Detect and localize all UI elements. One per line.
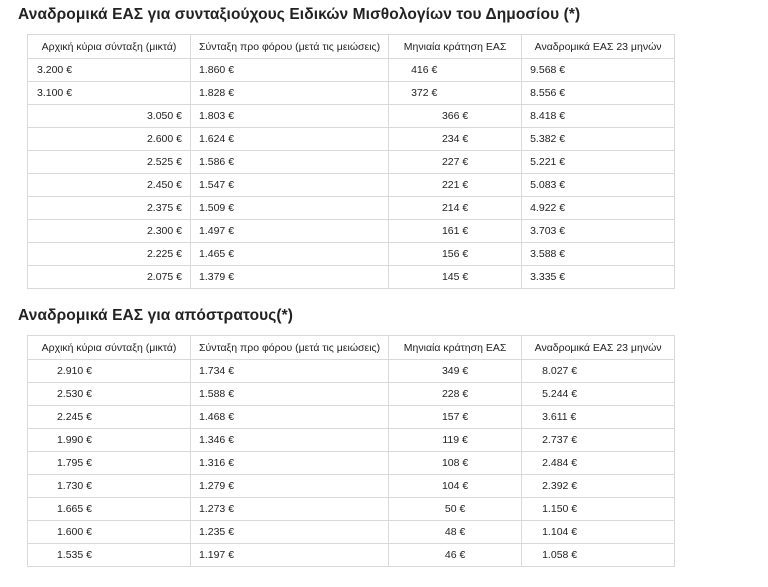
table-row (28, 82, 675, 105)
cell-initial-pension: 1.535 € (28, 544, 191, 567)
cell-retroactive: 5.382 € (522, 128, 675, 151)
cell-monthly-deduction: 48 € (389, 521, 522, 544)
cell-monthly-deduction: 145 € (389, 266, 522, 289)
table-special-salaries (27, 34, 675, 289)
cell-retroactive: 8.556 € (522, 82, 675, 105)
table-row (28, 174, 675, 197)
table-retired-officers (27, 335, 675, 567)
table-body (28, 360, 675, 567)
cell-monthly-deduction: 227 € (389, 151, 522, 174)
cell-initial-pension: 2.225 € (28, 243, 191, 266)
cell-pretax-pension: 1.316 € (191, 452, 389, 475)
cell-pretax-pension: 1.624 € (191, 128, 389, 151)
cell-monthly-deduction: 416 € (389, 59, 522, 82)
cell-retroactive: 3.611 € (522, 406, 675, 429)
cell-initial-pension: 1.795 € (28, 452, 191, 475)
table-row (28, 383, 675, 406)
cell-initial-pension: 3.200 € (28, 59, 191, 82)
cell-initial-pension: 2.530 € (28, 383, 191, 406)
cell-pretax-pension: 1.465 € (191, 243, 389, 266)
cell-retroactive: 3.588 € (522, 243, 675, 266)
column-header-monthly-deduction: Μηνιαία κράτηση ΕΑΣ (389, 336, 522, 360)
cell-pretax-pension: 1.860 € (191, 59, 389, 82)
table-row (28, 151, 675, 174)
cell-retroactive: 5.244 € (522, 383, 675, 406)
cell-monthly-deduction: 234 € (389, 128, 522, 151)
cell-monthly-deduction: 119 € (389, 429, 522, 452)
cell-initial-pension: 1.730 € (28, 475, 191, 498)
cell-monthly-deduction: 214 € (389, 197, 522, 220)
table-row (28, 544, 675, 567)
table-row (28, 521, 675, 544)
column-header-retroactive-23-months: Αναδρομικά ΕΑΣ 23 μηνών (522, 336, 675, 360)
cell-initial-pension: 1.990 € (28, 429, 191, 452)
cell-initial-pension: 2.075 € (28, 266, 191, 289)
cell-retroactive: 9.568 € (522, 59, 675, 82)
table-row (28, 197, 675, 220)
cell-retroactive: 5.221 € (522, 151, 675, 174)
cell-pretax-pension: 1.497 € (191, 220, 389, 243)
cell-retroactive: 4.922 € (522, 197, 675, 220)
cell-initial-pension: 2.450 € (28, 174, 191, 197)
cell-retroactive: 5.083 € (522, 174, 675, 197)
cell-monthly-deduction: 156 € (389, 243, 522, 266)
cell-monthly-deduction: 228 € (389, 383, 522, 406)
cell-pretax-pension: 1.828 € (191, 82, 389, 105)
cell-pretax-pension: 1.379 € (191, 266, 389, 289)
cell-pretax-pension: 1.197 € (191, 544, 389, 567)
cell-retroactive: 3.335 € (522, 266, 675, 289)
table-row (28, 266, 675, 289)
cell-retroactive: 1.104 € (522, 521, 675, 544)
column-header-pretax-pension: Σύνταξη προ φόρου (μετά τις μειώσεις) (191, 35, 389, 59)
cell-retroactive: 1.058 € (522, 544, 675, 567)
table-row (28, 220, 675, 243)
cell-initial-pension: 3.050 € (28, 105, 191, 128)
table-row (28, 406, 675, 429)
cell-initial-pension: 1.665 € (28, 498, 191, 521)
cell-pretax-pension: 1.509 € (191, 197, 389, 220)
table-header-row (28, 35, 675, 59)
cell-initial-pension: 2.375 € (28, 197, 191, 220)
cell-initial-pension: 2.245 € (28, 406, 191, 429)
cell-monthly-deduction: 50 € (389, 498, 522, 521)
page-title-retired-officers: Αναδρομικά ΕΑΣ για απόστρατους(*) (18, 307, 294, 324)
cell-initial-pension: 2.910 € (28, 360, 191, 383)
table-row (28, 59, 675, 82)
page-title-special-salaries: Αναδρομικά ΕΑΣ για συνταξιούχους Ειδικών Μισθολογίων του Δημοσίου (*) (18, 6, 581, 23)
table-row (28, 452, 675, 475)
cell-retroactive: 8.027 € (522, 360, 675, 383)
cell-pretax-pension: 1.468 € (191, 406, 389, 429)
cell-retroactive: 3.703 € (522, 220, 675, 243)
cell-retroactive: 8.418 € (522, 105, 675, 128)
cell-monthly-deduction: 372 € (389, 82, 522, 105)
cell-initial-pension: 1.600 € (28, 521, 191, 544)
table-header-row (28, 336, 675, 360)
cell-pretax-pension: 1.547 € (191, 174, 389, 197)
cell-initial-pension: 2.600 € (28, 128, 191, 151)
cell-retroactive: 2.737 € (522, 429, 675, 452)
column-header-pretax-pension: Σύνταξη προ φόρου (μετά τις μειώσεις) (191, 336, 389, 360)
cell-monthly-deduction: 108 € (389, 452, 522, 475)
table-row (28, 475, 675, 498)
cell-pretax-pension: 1.279 € (191, 475, 389, 498)
cell-initial-pension: 2.300 € (28, 220, 191, 243)
cell-pretax-pension: 1.803 € (191, 105, 389, 128)
cell-pretax-pension: 1.588 € (191, 383, 389, 406)
cell-pretax-pension: 1.586 € (191, 151, 389, 174)
cell-monthly-deduction: 366 € (389, 105, 522, 128)
table-row (28, 498, 675, 521)
cell-initial-pension: 3.100 € (28, 82, 191, 105)
cell-monthly-deduction: 221 € (389, 174, 522, 197)
column-header-initial-pension: Αρχική κύρια σύνταξη (μικτά) (28, 35, 191, 59)
cell-initial-pension: 2.525 € (28, 151, 191, 174)
cell-retroactive: 1.150 € (522, 498, 675, 521)
cell-retroactive: 2.392 € (522, 475, 675, 498)
table-row (28, 360, 675, 383)
cell-monthly-deduction: 46 € (389, 544, 522, 567)
column-header-initial-pension: Αρχική κύρια σύνταξη (μικτά) (28, 336, 191, 360)
cell-pretax-pension: 1.346 € (191, 429, 389, 452)
table-body (28, 59, 675, 289)
cell-pretax-pension: 1.235 € (191, 521, 389, 544)
table-row (28, 105, 675, 128)
column-header-retroactive-23-months: Αναδρομικά ΕΑΣ 23 μηνών (522, 35, 675, 59)
table-row (28, 429, 675, 452)
cell-pretax-pension: 1.734 € (191, 360, 389, 383)
cell-retroactive: 2.484 € (522, 452, 675, 475)
cell-monthly-deduction: 157 € (389, 406, 522, 429)
cell-monthly-deduction: 161 € (389, 220, 522, 243)
table-row (28, 128, 675, 151)
cell-monthly-deduction: 349 € (389, 360, 522, 383)
cell-monthly-deduction: 104 € (389, 475, 522, 498)
table-row (28, 243, 675, 266)
table-header (28, 35, 675, 59)
table-header (28, 336, 675, 360)
cell-pretax-pension: 1.273 € (191, 498, 389, 521)
column-header-monthly-deduction: Μηνιαία κράτηση ΕΑΣ (389, 35, 522, 59)
